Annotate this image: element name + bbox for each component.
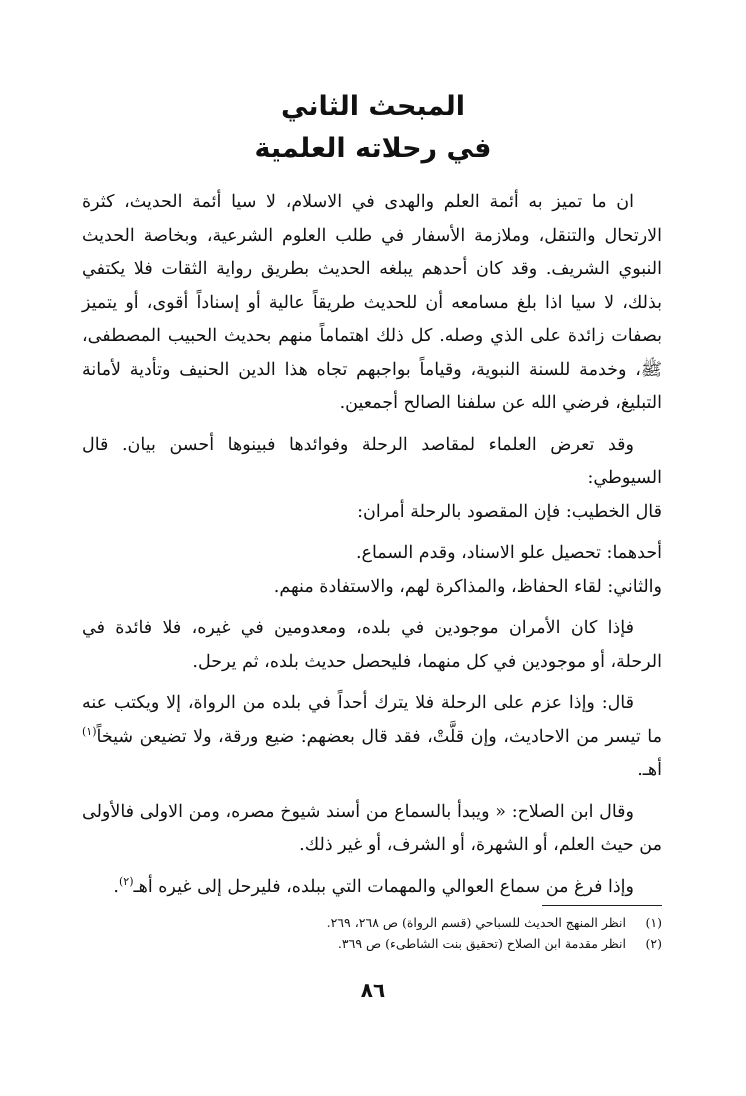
- footnote-1: [82, 912, 662, 933]
- footnote-number: (١): [645, 915, 662, 930]
- footnote-2: [82, 933, 662, 954]
- footnote-text: انظر المنهج الحديث للسباحي (قسم الرواة) ص ٢٦٨، ٢٦٩.: [326, 915, 626, 930]
- heading-line-2: في رحلاته العلمية: [254, 133, 492, 164]
- footnote-divider: [542, 905, 662, 906]
- body-text: [82, 186, 662, 912]
- paragraph-9: [82, 871, 662, 905]
- page-number: ٨٦: [360, 978, 386, 1002]
- paragraph-4: أحدهما: تحصيل علو الاسناد، وقدم السماع.: [355, 543, 662, 563]
- paragraph-7-end: أهـ.: [637, 760, 662, 780]
- paragraph-7-text: قال: وإذا عزم على الرحلة فلا يترك أحداً في بلده من الرواة، إلا ويكتب عنه ما تيسر من الاحاديث، وإن قلَّتْ، فقد قال بعضهم: ضيع ورقة، ولا تضيعن شيخاً: [82, 693, 662, 747]
- paragraph-8: وقال ابن الصلاح: « ويبدأ بالسماع من أسند شيوخ مصره، ومن الاولى فالأولى من حيث العلم، أو الشهرة، أو الشرف، أو غير ذلك.: [82, 801, 662, 855]
- paragraph-9-text: وإذا فرغ من سماع العوالي والمهمات التي ببلده، فليرحل إلى غيره أهـ: [133, 876, 634, 897]
- paragraph-9-end: .: [113, 876, 119, 897]
- footnotes: [82, 912, 662, 954]
- footnote-text: انظر مقدمة ابن الصلاح (تحقيق بنت الشاطىء) ص ٣٦٩.: [337, 936, 626, 951]
- footnote-ref-1: (١): [82, 724, 97, 738]
- footnote-ref-2: (٢): [118, 874, 134, 888]
- paragraph-6: فإذا كان الأمران موجودين في بلده، ومعدومين في غيره، فلا فائدة في الرحلة، أو موجودين في كل منهما، فليحصل حديث بلده، ثم يرحل.: [82, 618, 662, 672]
- paragraph-1: ان ما تميز به أئمة العلم والهدى في الاسلام، لا سيا أئمة الحديث، كثرة الارتحال والتنقل، وملازمة الأسفار في طلب العلوم الشرعية، وبخاصة الحديث النبوي الشريف. وقد كان أحدهم يبلغه الحديث بطريق رواية الثقات فلا يكتفي بذلك، لا سيا اذا بلغ مسامعه أن للحديث طريقاً عالية أو إسناداً أقوى، أو يتميز بصفات زائدة على الذي وصله. كل ذلك اهتماماً منهم بحديث الحبيب المصطفى، ﷺ، وخدمة للسنة النبوية، وقياماً بواجبهم تجاه هذا الدين الحنيف وتأدية لأمانة التبليغ، فرضي الله عن سلفنا الصالح أجمعين.: [82, 192, 662, 413]
- section-heading: [0, 86, 746, 170]
- paragraph-3: قال الخطيب: فإن المقصود بالرحلة أمران:: [357, 501, 662, 522]
- paragraph-5: والثاني: لقاء الحفاظ، والمذاكرة لهم، والاستفادة منهم.: [273, 576, 662, 597]
- heading-line-1: المبحث الثاني: [281, 91, 465, 122]
- paragraph-2: وقد تعرض العلماء لمقاصد الرحلة وفوائدها فبينوها أحسن بيان. قال السيوطي:: [82, 434, 662, 488]
- paragraph-7: [82, 687, 662, 788]
- footnote-number: (٢): [645, 936, 662, 951]
